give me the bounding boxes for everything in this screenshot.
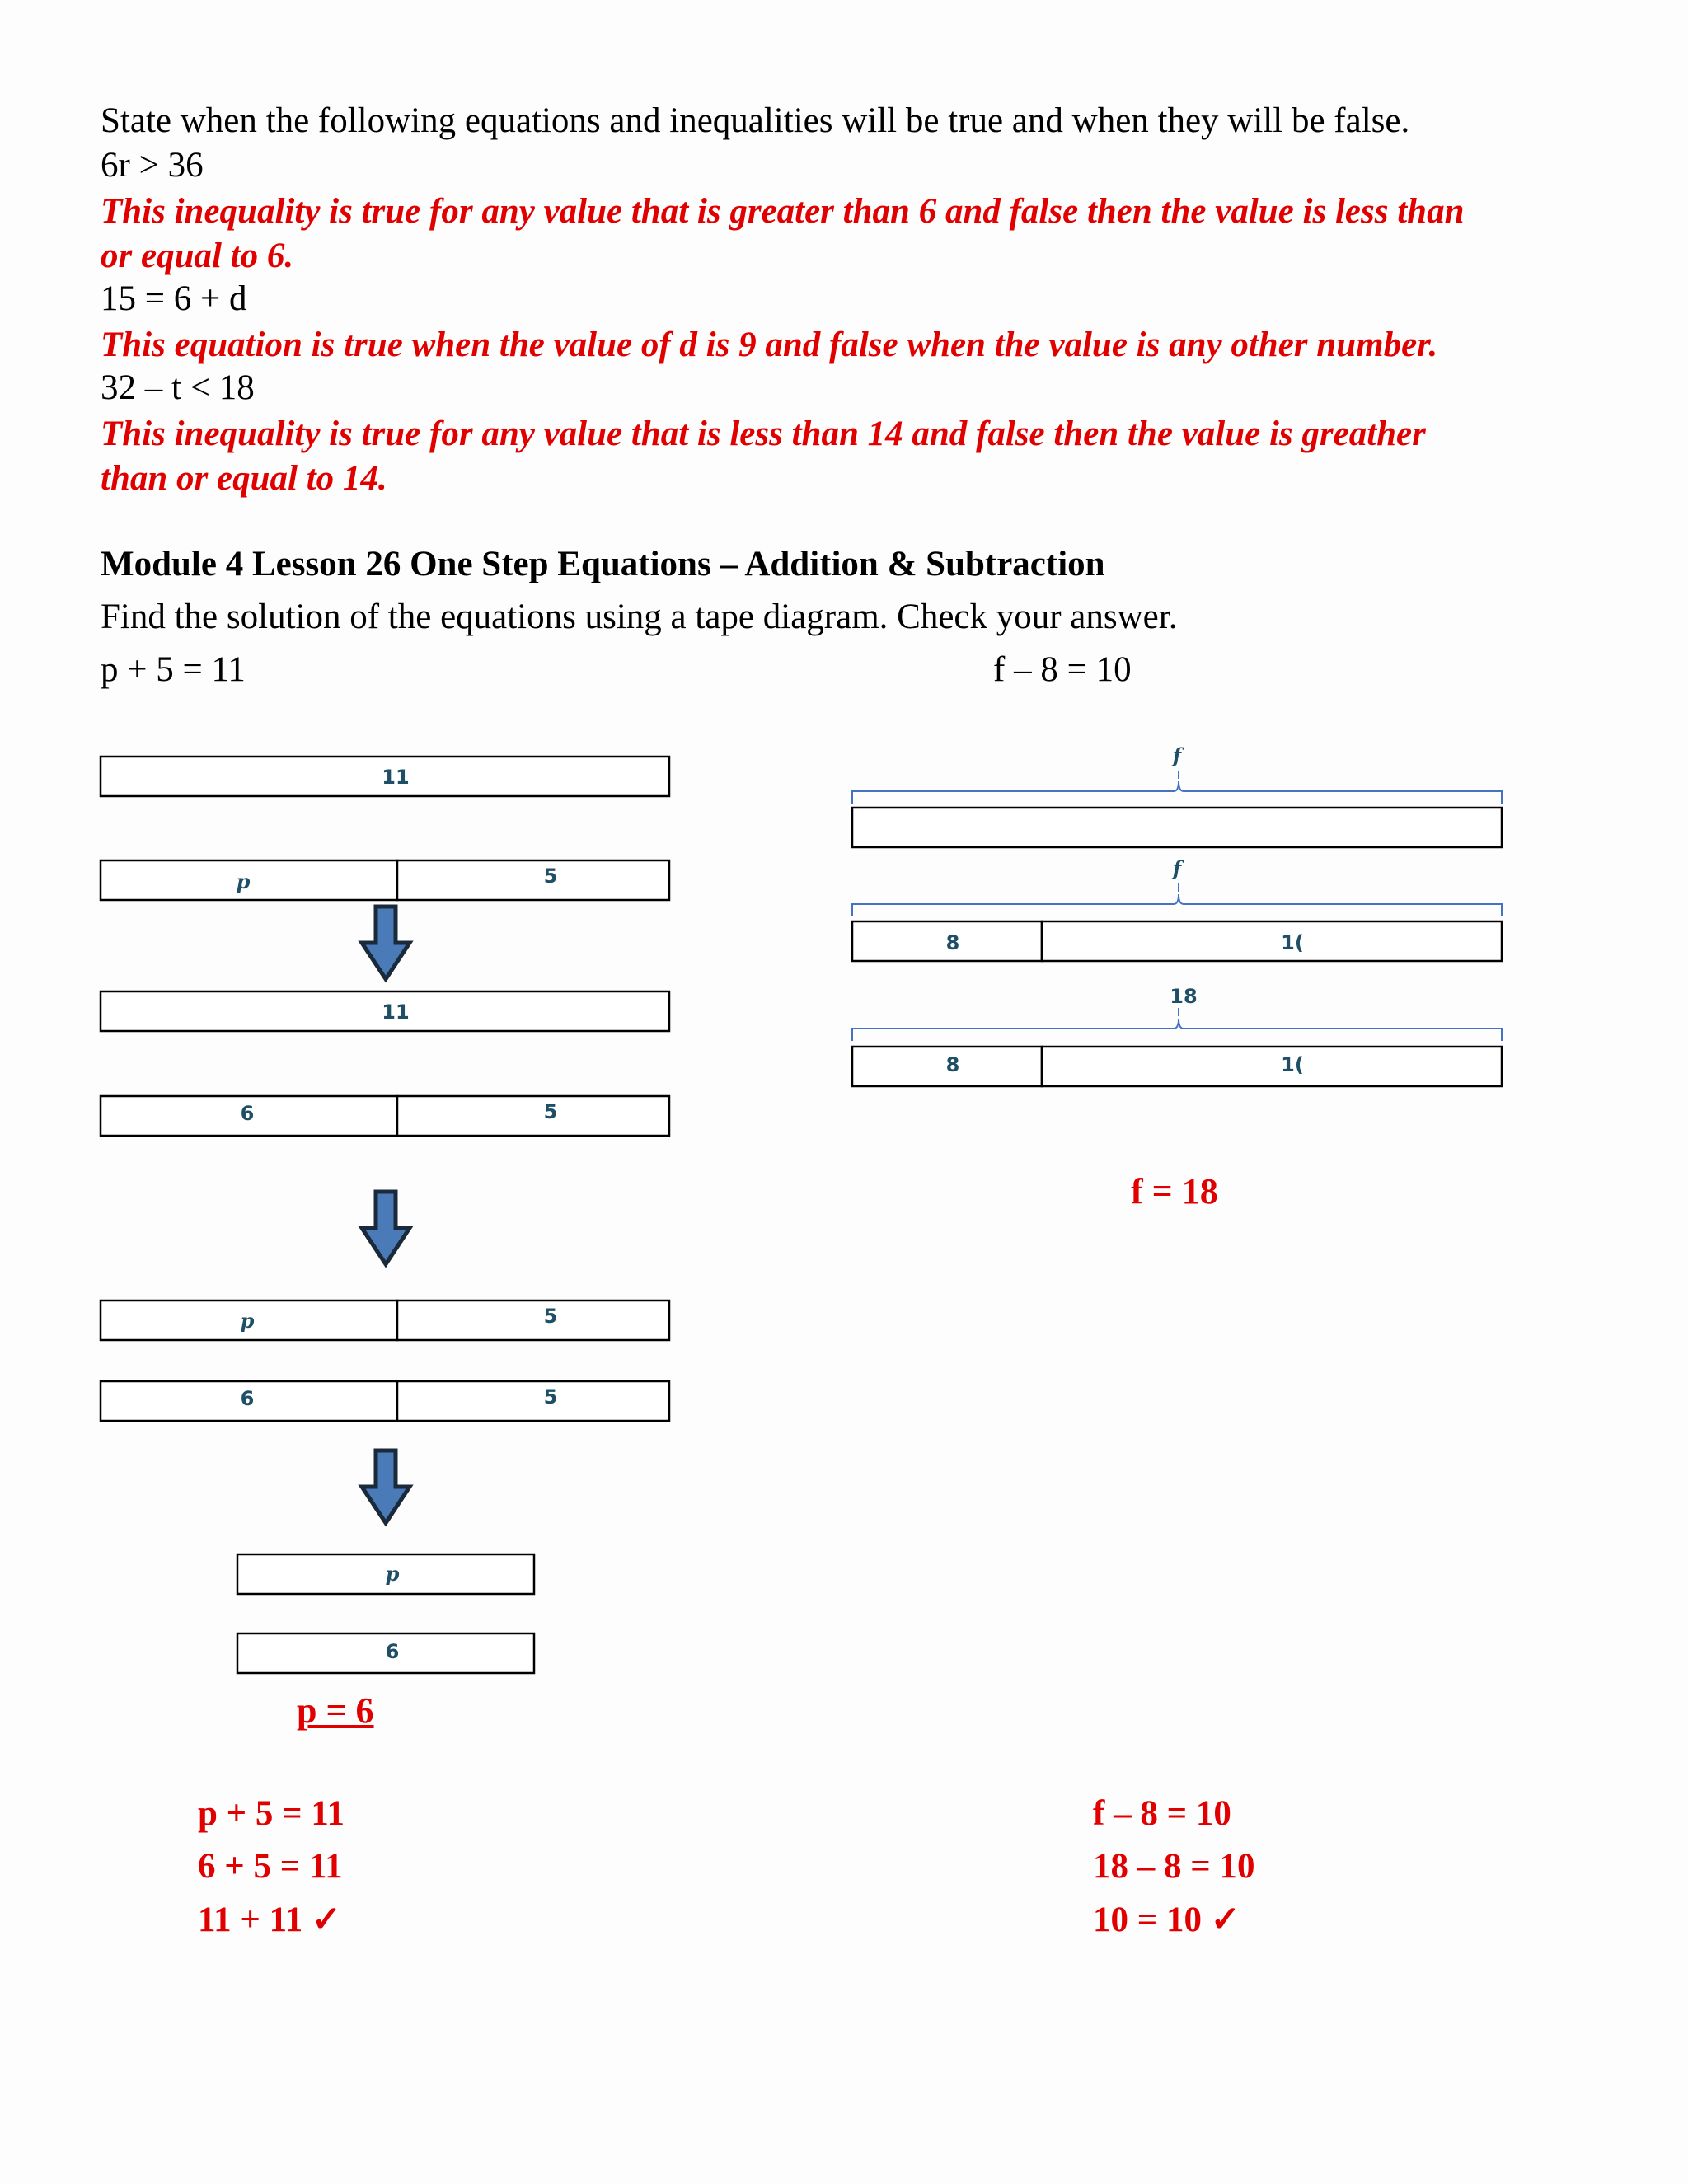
module-instruction: Find the solution of the equations using a tape diagram. Check your answer. — [101, 598, 1178, 636]
equation-right: f – 8 = 10 — [993, 650, 1132, 689]
expression-2: 15 = 6 + d — [101, 279, 247, 318]
tape-part-5-label: 5 — [543, 1385, 558, 1408]
answer-3-line-1: This inequality is true for any value that is less than 14 and false then the value is greather — [101, 415, 1426, 453]
check-right-line-3: 10 = 10 ✓ — [1093, 1900, 1240, 1939]
answer-1-line-1: This inequality is true for any value that is greater than 6 and false then the value is less than — [101, 192, 1465, 231]
tape-part-5-label: 5 — [543, 865, 558, 888]
down-arrow-icon — [362, 907, 410, 979]
left-stage-4 — [237, 1554, 534, 1673]
right-stage-1 — [852, 743, 1502, 847]
brace — [852, 894, 1502, 916]
tape-part-5 — [397, 1301, 669, 1340]
tape-part-p-label: p — [236, 869, 251, 893]
tape-6-label: 6 — [385, 1640, 400, 1663]
check-right-line-2: 18 – 8 = 10 — [1093, 1847, 1255, 1886]
brace-label-18: 18 — [1170, 985, 1198, 1008]
brace-label-f: f — [1172, 856, 1182, 880]
right-stage-3 — [852, 985, 1502, 1086]
answer-2-line-1: This equation is true when the value of d is 9 and false when the value is any other number. — [101, 326, 1438, 364]
down-arrow-icon — [362, 1192, 410, 1264]
tape-part-6-label: 6 — [240, 1387, 255, 1410]
intro-prompt: State when the following equations and inequalities will be true and when they will be false. — [101, 101, 1410, 140]
tape-f — [852, 808, 1502, 847]
tape-total-label: 11 — [382, 1001, 410, 1024]
tape-part-5 — [397, 1381, 669, 1421]
tape-part-6-label: 6 — [240, 1102, 255, 1125]
tape-part-10-label: 1( — [1281, 931, 1304, 954]
answer-1-line-2: or equal to 6. — [101, 237, 294, 275]
check-left-line-2: 6 + 5 = 11 — [198, 1847, 343, 1886]
tape-part-10 — [1042, 921, 1502, 961]
tape-part-10 — [1042, 1047, 1502, 1086]
left-stage-2 — [101, 991, 669, 1136]
module-heading: Module 4 Lesson 26 One Step Equations – Addition & Subtraction — [101, 545, 1105, 583]
expression-1: 6r > 36 — [101, 146, 204, 185]
tape-part-5-label: 5 — [543, 1305, 558, 1328]
equation-left: p + 5 = 11 — [101, 650, 246, 689]
expression-3: 32 – t < 18 — [101, 368, 255, 407]
check-right-line-1: f – 8 = 10 — [1093, 1794, 1231, 1833]
tape-total-label: 11 — [382, 766, 410, 789]
down-arrow-icon — [362, 1451, 410, 1523]
answer-3-line-2: than or equal to 14. — [101, 459, 387, 498]
right-stage-2 — [852, 856, 1502, 961]
tape-part-10-label: 1( — [1281, 1053, 1304, 1076]
brace — [852, 1019, 1502, 1041]
check-left-line-1: p + 5 = 11 — [198, 1794, 345, 1833]
left-stage-3 — [101, 1301, 669, 1421]
tape-p-label: p — [385, 1562, 400, 1586]
left-stage-1 — [101, 757, 669, 900]
result-p: p = 6 — [297, 1690, 374, 1731]
result-f: f = 18 — [1131, 1171, 1218, 1212]
brace-label-f: f — [1172, 743, 1182, 767]
tape-part-5 — [397, 1096, 669, 1136]
brace — [852, 781, 1502, 804]
check-left-line-3: 11 + 11 ✓ — [198, 1900, 342, 1939]
tape-part-5 — [397, 860, 669, 900]
tape-part-8-label: 8 — [945, 931, 960, 954]
tape-part-8-label: 8 — [945, 1053, 960, 1076]
tape-part-5-label: 5 — [543, 1100, 558, 1123]
tape-part-p-label: p — [240, 1309, 255, 1333]
